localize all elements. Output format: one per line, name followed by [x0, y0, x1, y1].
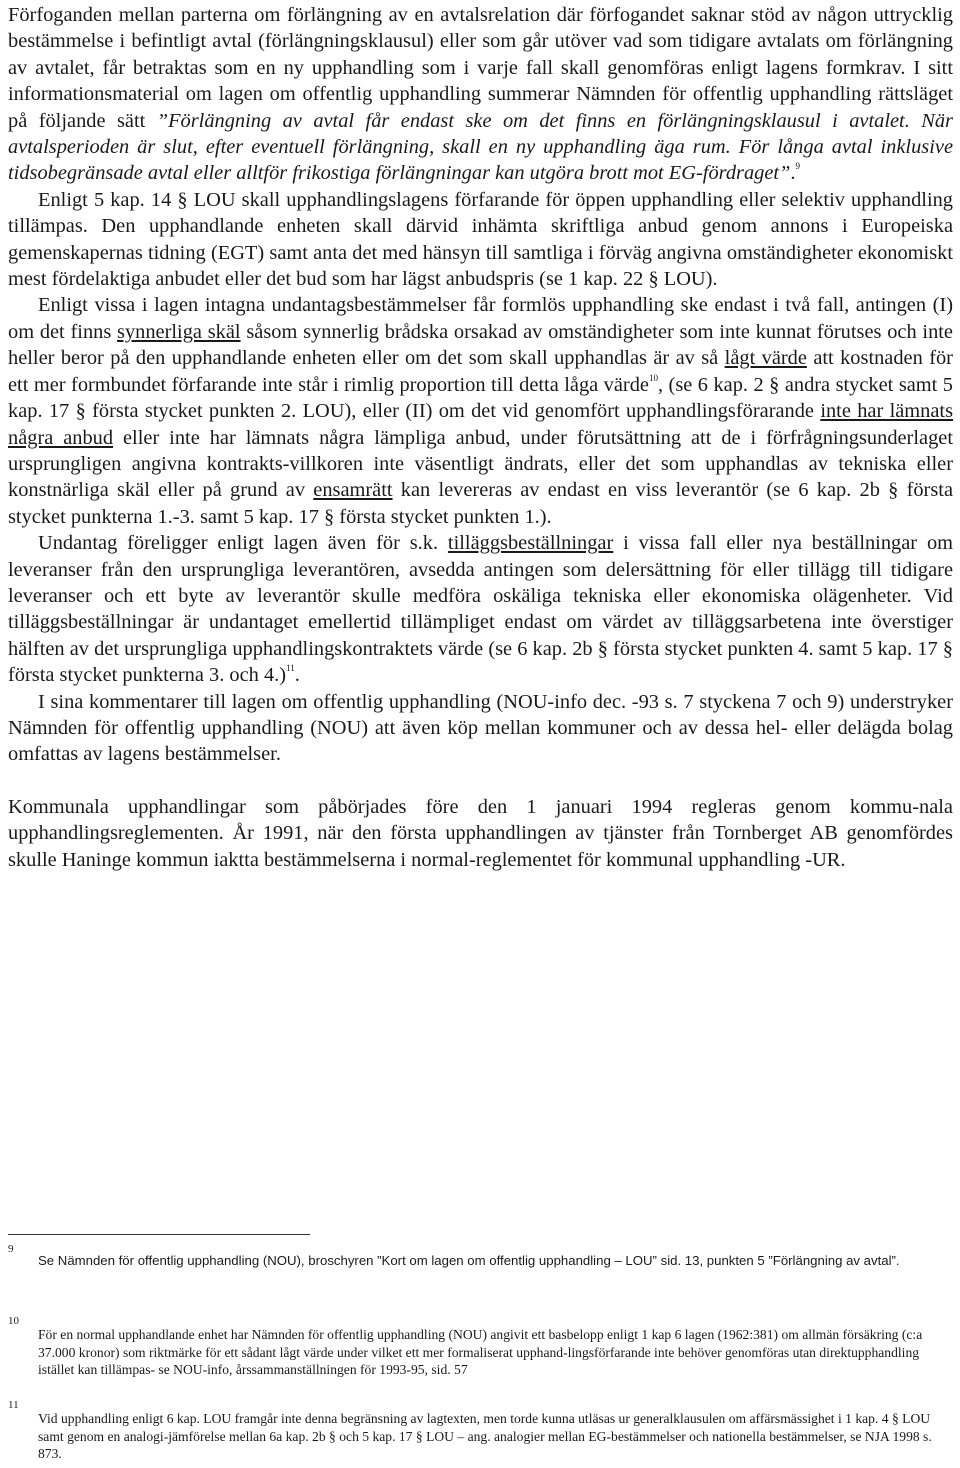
paragraph-gap [8, 768, 953, 794]
footnote-ref-10[interactable]: 10 [648, 372, 658, 383]
underlined-term: synnerliga skäl [117, 320, 241, 343]
paragraph-2: Enligt 5 kap. 14 § LOU skall upphandlingslagens förfarande för öppen upphandling eller selektiv upphandling tillämpas. Den upphandlande enheten skall därvid inhämta skriftliga anbud genom annons i Europeiska gemenskapernas tidning (EGT) samt anta det med hänsyn till samtliga i förväg angivna omständigheter ekonomiskt mest fördelaktiga anbudet eller det bud som har lägst anbudspris (se 1 kap. 22 § LOU). [8, 188, 953, 291]
footnote-number: 10 [8, 1315, 19, 1327]
paragraph-4: Undantag föreligger enligt lagen även för s.k. tilläggsbeställningar i vissa fall eller nya beställningar om leveranser från den ursprungliga leverantören, avsedda antingen som delersättning för eller tillägg till tidigare leveranser och ett byte av leverantör skulle medföra oskäliga tekniska eller ekonomiska olägenheter. Vid tilläggsbeställningar är undantaget emellertid tillämpliget endast om värdet av tilläggsarbetena inte överstiger hälften av det ursprungliga upphandlingskontraktets värde (se 6 kap. 2b § första stycket punkten 4. samt 5 kap. 17 § första stycket punkterna 3. och 4.)$^{11}$. [8, 532, 954, 687]
footnote-ref-11[interactable]: 11 [286, 663, 295, 674]
footnote-text: Vid upphandling enligt 6 kap. LOU framgår inte denna begränsning av lagtexten, men torde kunna utläsas ur generalklausulen om affärsmässighet i 1 kap. 4 § LOU samt genom en analogi-jämförelse mellan 6a kap. 2b § och 5 kap. 17 § LOU – ang. analogier mellan EG-bestämmelser och nationella bestämmelser, se NJA 1998 s. 873. [38, 1411, 932, 1461]
nou-quote: ”Förlängning av avtal får endast ske om det finns en förlängningsklausul i avtalet. När avtalsperioden är slut, efter eventuell förlängning, skall en ny upphandling äga rum. För långa avtal inklusive tidsobegränsade avtal eller alltför frikostiga förlängningar kan utgöra brott mot EG-fördraget” [8, 109, 953, 185]
underlined-term: lågt värde [724, 347, 807, 370]
underlined-term: inte har lämnats några anbud [8, 400, 953, 449]
footnote-text: Se Nämnden för offentlig upphandling (NOU), broschyren ”Kort om lagen om offentlig upphandling – LOU” sid. 13, punkten 5 ”Förlängning av avtal”. [38, 1253, 900, 1268]
footnote-number: 11 [8, 1399, 19, 1411]
underlined-term: ensamrätt [313, 479, 393, 502]
paragraph-5: I sina kommentarer till lagen om offentlig upphandling (NOU-info dec. -93 s. 7 styckena 7 och 9) understryker Nämnden för offentlig upphandling (NOU) att även köp mellan kommuner och av dessa hel- eller delägda bolag omfattas av lagens bestämmelser. [8, 690, 953, 766]
paragraph-6: Kommunala upphandlingar som påbörjades före den 1 januari 1994 regleras genom kommu-nala upphandlingsreglementen. År 1991, när den första upphandlingen av tjänster från Tornberget AB genomfördes skulle Haninge kommun iaktta bestämmelserna i normal-reglementet för kommunal upphandling -UR. [8, 795, 953, 871]
body-text [8, 2, 953, 873]
footnote-number: 9 [8, 1243, 14, 1255]
paragraph-1 [8, 2, 953, 187]
footnote-separator [8, 1234, 310, 1235]
footnote-11 [8, 1399, 953, 1466]
footnote-text: För en normal upphandlande enhet har Nämnden för offentlig upphandling (NOU) angivit ett basbelopp enligt 1 kap 6 lagen (1962:381) om allmän försäkring (c:a 37.000 kronor) som riktmärke för ett sådant lågt värde under vilket ett mer formaliserat upphand-lingsförfarande inte behöver genomföras utan direktupphandling istället kan tillämpas- se NOU-info, årssammanställningen för 1993-95, sid. 57 [38, 1327, 923, 1377]
paragraph-3: Enligt vissa i lagen intagna undantagsbestämmelser får formlös upphandling ske endast i två fall, antingen (I) om det finns synnerliga skäl såsom synnerlig brådska orsakad av omständigheter som inte kunnat förutses och inte heller beror på den upphandlande enheten eller om det som skall upphandlas är av så lågt värde att kostnaden för ett mer formbundet förfarande inte står i rimlig proportion till detta låga värde$^{10}$, (se 6 kap. 2 § andra stycket samt 5 kap. 17 § första stycket punkten 2. LOU), eller (II) om det vid genomfört upphandlingsförarande inte har lämnats några anbud eller inte har lämnats några lämpliga anbud, under förutsättning att de i förfrågningsunderlaget ursprungligen angivna kontrakts-villkoren inte väsentligt ändrats, eller det som upphandlas av tekniska eller konstnärliga skäl eller på grund av ensamrätt kan levereras av endast en viss leverantör (se 6 kap. 2b § första stycket punkterna 1.-3. samt 5 kap. 17 § första stycket punkten 1.). [8, 294, 954, 528]
underlined-term: tilläggsbeställningar [447, 532, 614, 555]
paragraph-1-end: . [790, 162, 796, 185]
footnote-10 [8, 1315, 953, 1398]
footnote-9 [8, 1243, 953, 1302]
paragraph-1-text: Förfoganden mellan parterna om förlängning av en avtalsrelation där förfogandet saknar stöd av någon uttrycklig bestämmelse i befintligt avtal (förlängningsklausul) eller som går utöver vad som tidigare avtalats om förlängning av avtalet, får betraktas som en ny upphandling som i varje fall skall genomföras enligt lagens formkrav. I sitt informationsmaterial om lagen om offentlig upphandling summerar Nämnden för offentlig upphandling rättsläget på följande sätt [8, 4, 953, 132]
footnote-ref-9[interactable]: 9 [795, 161, 800, 172]
